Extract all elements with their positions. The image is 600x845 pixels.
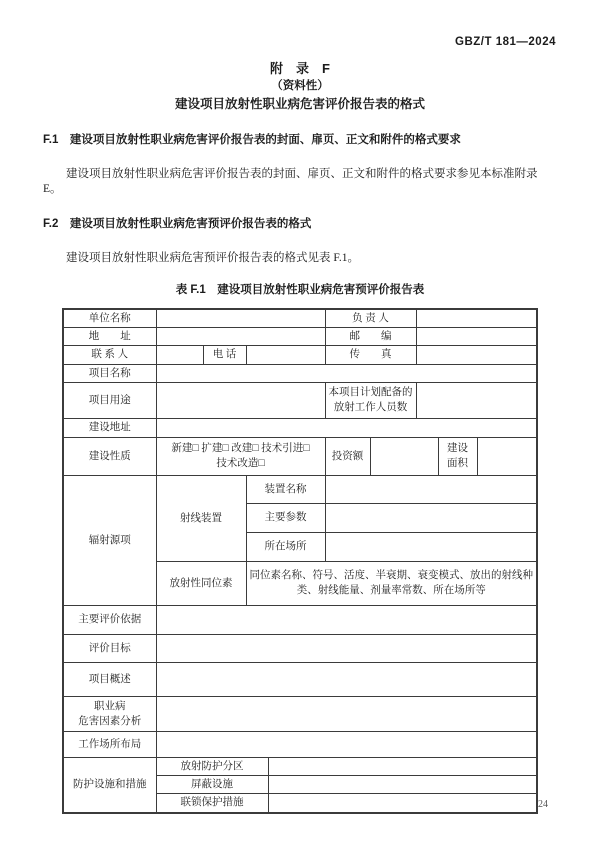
- nature-options-line2: 技术改造□: [216, 458, 265, 470]
- label-planned-staff: [325, 382, 416, 418]
- field-hazard-analysis: [156, 696, 537, 731]
- row-contact: [63, 346, 537, 364]
- field-device-name: [325, 475, 537, 503]
- label-construction-address: 建设地址: [63, 418, 156, 437]
- field-main-params: [325, 503, 537, 532]
- appendix-subtitle: （资料性）: [271, 80, 329, 92]
- label-workplace-layout: 工作场所布局: [63, 731, 156, 757]
- label-eval-basis: 主要评价依据: [63, 605, 156, 634]
- row-project-overview: [63, 662, 537, 696]
- page-number: 24: [538, 799, 548, 810]
- label-unit-name: 单位名称: [63, 309, 156, 328]
- label-hazard-line2: 危害因素分析: [78, 715, 142, 727]
- section-f1-heading: F.1 建设项目放射性职业病危害评价报告表的封面、扉页、正文和附件的格式要求: [43, 134, 461, 146]
- row-project-use: [63, 382, 537, 418]
- section-f2-body: 建设项目放射性职业病危害预评价报告表的格式见表 F.1。: [66, 252, 359, 264]
- standard-number: GBZ/T 181—2024: [455, 36, 556, 48]
- label-project-overview: 项目概述: [63, 662, 156, 696]
- field-project-name: [156, 364, 537, 382]
- field-eval-basis: [156, 605, 537, 634]
- field-project-use: [156, 382, 325, 418]
- field-construction-address: [156, 418, 537, 437]
- label-hazard-analysis: [63, 696, 156, 731]
- field-nature-options: [156, 437, 325, 475]
- label-postcode: 邮 编: [325, 328, 416, 346]
- field-responsible: [416, 309, 537, 328]
- field-planned-staff: [416, 382, 537, 418]
- field-address: [156, 328, 325, 346]
- label-planned-staff-line2: 放射工作人员数: [333, 402, 408, 414]
- row-construction-nature: [63, 437, 537, 475]
- nature-options-line1: 新建□ 扩建□ 改建□ 技术引进□: [171, 443, 310, 455]
- field-project-overview: [156, 662, 537, 696]
- field-phone: [246, 346, 325, 364]
- label-construction-area: [438, 437, 477, 475]
- label-ray-device: 射线装置: [156, 475, 246, 561]
- field-eval-target: [156, 634, 537, 662]
- row-eval-target: [63, 634, 537, 662]
- label-responsible: 负 责 人: [325, 309, 416, 328]
- field-unit-name: [156, 309, 325, 328]
- row-address: [63, 328, 537, 346]
- field-protection-zone: [268, 757, 537, 775]
- label-device-name: 装置名称: [246, 475, 325, 503]
- label-contact: 联 系 人: [63, 346, 156, 364]
- row-hazard-analysis: [63, 696, 537, 731]
- row-construction-address: [63, 418, 537, 437]
- label-eval-target: 评价目标: [63, 634, 156, 662]
- label-project-name: 项目名称: [63, 364, 156, 382]
- label-fax: 传 真: [325, 346, 416, 364]
- isotope-description: 同位素名称、符号、活度、半衰期、衰变模式、放出的射线种类、射线能量、剂量率常数、所在场所等: [246, 561, 537, 605]
- row-project-name: [63, 364, 537, 382]
- section-f1-body: 建设项目放射性职业病危害评价报告表的封面、扉页、正文和附件的格式要求参见本标准附录 E。: [43, 168, 538, 195]
- label-interlock: 联锁保护措施: [156, 794, 268, 813]
- field-construction-area: [477, 437, 537, 475]
- label-project-use: 项目用途: [63, 382, 156, 418]
- label-radiation-source: 辐射源项: [63, 475, 156, 605]
- appendix-name: 建设项目放射性职业病危害评价报告表的格式: [174, 97, 425, 111]
- pre-evaluation-form-table: [62, 308, 538, 814]
- table-caption: 表 F.1 建设项目放射性职业病危害预评价报告表: [175, 284, 425, 296]
- label-shielding: 屏蔽设施: [156, 776, 268, 794]
- field-investment: [370, 437, 438, 475]
- field-postcode: [416, 328, 537, 346]
- label-protection-zone: 放射防护分区: [156, 757, 268, 775]
- label-radioisotope: 放射性同位素: [156, 561, 246, 605]
- field-workplace-layout: [156, 731, 537, 757]
- label-main-params: 主要参数: [246, 503, 325, 532]
- label-phone: 电 话: [203, 346, 246, 364]
- row-device-name: [63, 475, 537, 503]
- field-fax: [416, 346, 537, 364]
- appendix-title: 附 录 F: [270, 61, 330, 76]
- label-address: 地 址: [63, 328, 156, 346]
- row-unit-name: [63, 309, 537, 328]
- label-protection: 防护设施和措施: [63, 757, 156, 812]
- label-investment: 投资额: [325, 437, 370, 475]
- row-protection-zone: [63, 757, 537, 775]
- label-area-line2: 面积: [447, 458, 468, 470]
- field-shielding: [268, 776, 537, 794]
- label-hazard-line1: 职业病: [94, 700, 126, 712]
- label-area-line1: 建设: [447, 443, 468, 455]
- label-device-location: 所在场所: [246, 532, 325, 561]
- field-interlock: [268, 794, 537, 813]
- field-device-location: [325, 532, 537, 561]
- label-planned-staff-line1: 本项目计划配备的: [328, 387, 413, 399]
- section-f2-heading: F.2 建设项目放射性职业病危害预评价报告表的格式: [43, 218, 312, 230]
- field-contact: [156, 346, 203, 364]
- row-workplace-layout: [63, 731, 537, 757]
- appendix-title-block: [0, 60, 600, 113]
- label-construction-nature: 建设性质: [63, 437, 156, 475]
- row-eval-basis: [63, 605, 537, 634]
